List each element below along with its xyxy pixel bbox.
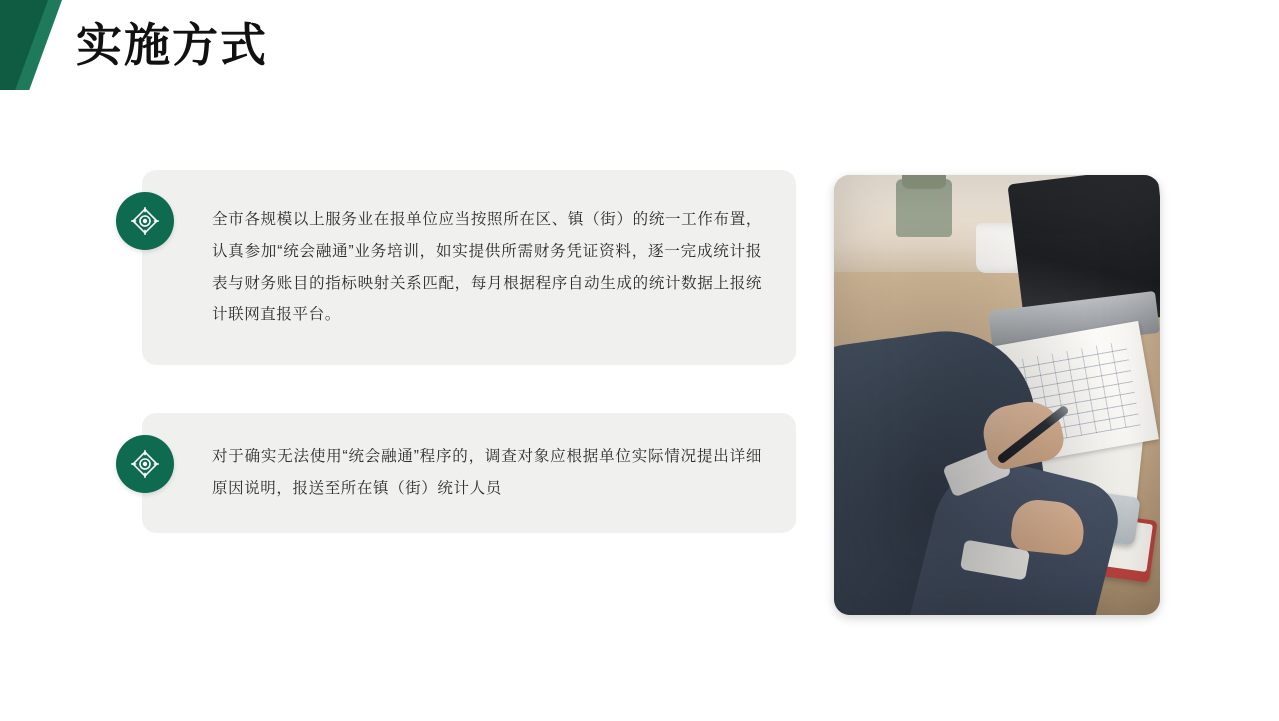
photo-illustration	[834, 175, 1160, 615]
points-column	[116, 170, 796, 581]
target-diamond-icon	[116, 435, 174, 493]
point-block	[116, 413, 796, 533]
page-title: 实施方式	[76, 18, 268, 72]
point-text: 全市各规模以上服务业在报单位应当按照所在区、镇（街）的统一工作布置，认真参加“统会融通”业务培训，如实提供所需财务凭证资料，逐一完成统计报表与财务账目的指标映射关系匹配，每月根据程序自动生成的统计数据上报统计联网直报平台。	[212, 211, 762, 324]
point-block	[116, 170, 796, 365]
point-card	[142, 170, 796, 365]
slide-content	[116, 170, 1166, 615]
corner-decoration	[0, 0, 72, 90]
point-card	[142, 413, 796, 533]
office-desk-hands-reviewing-blueprint-photo	[834, 175, 1160, 615]
point-text: 对于确实无法使用“统会融通”程序的，调查对象应根据单位实际情况提出详细原因说明，报送至所在镇（街）统计人员	[212, 448, 762, 498]
target-diamond-icon	[116, 192, 174, 250]
